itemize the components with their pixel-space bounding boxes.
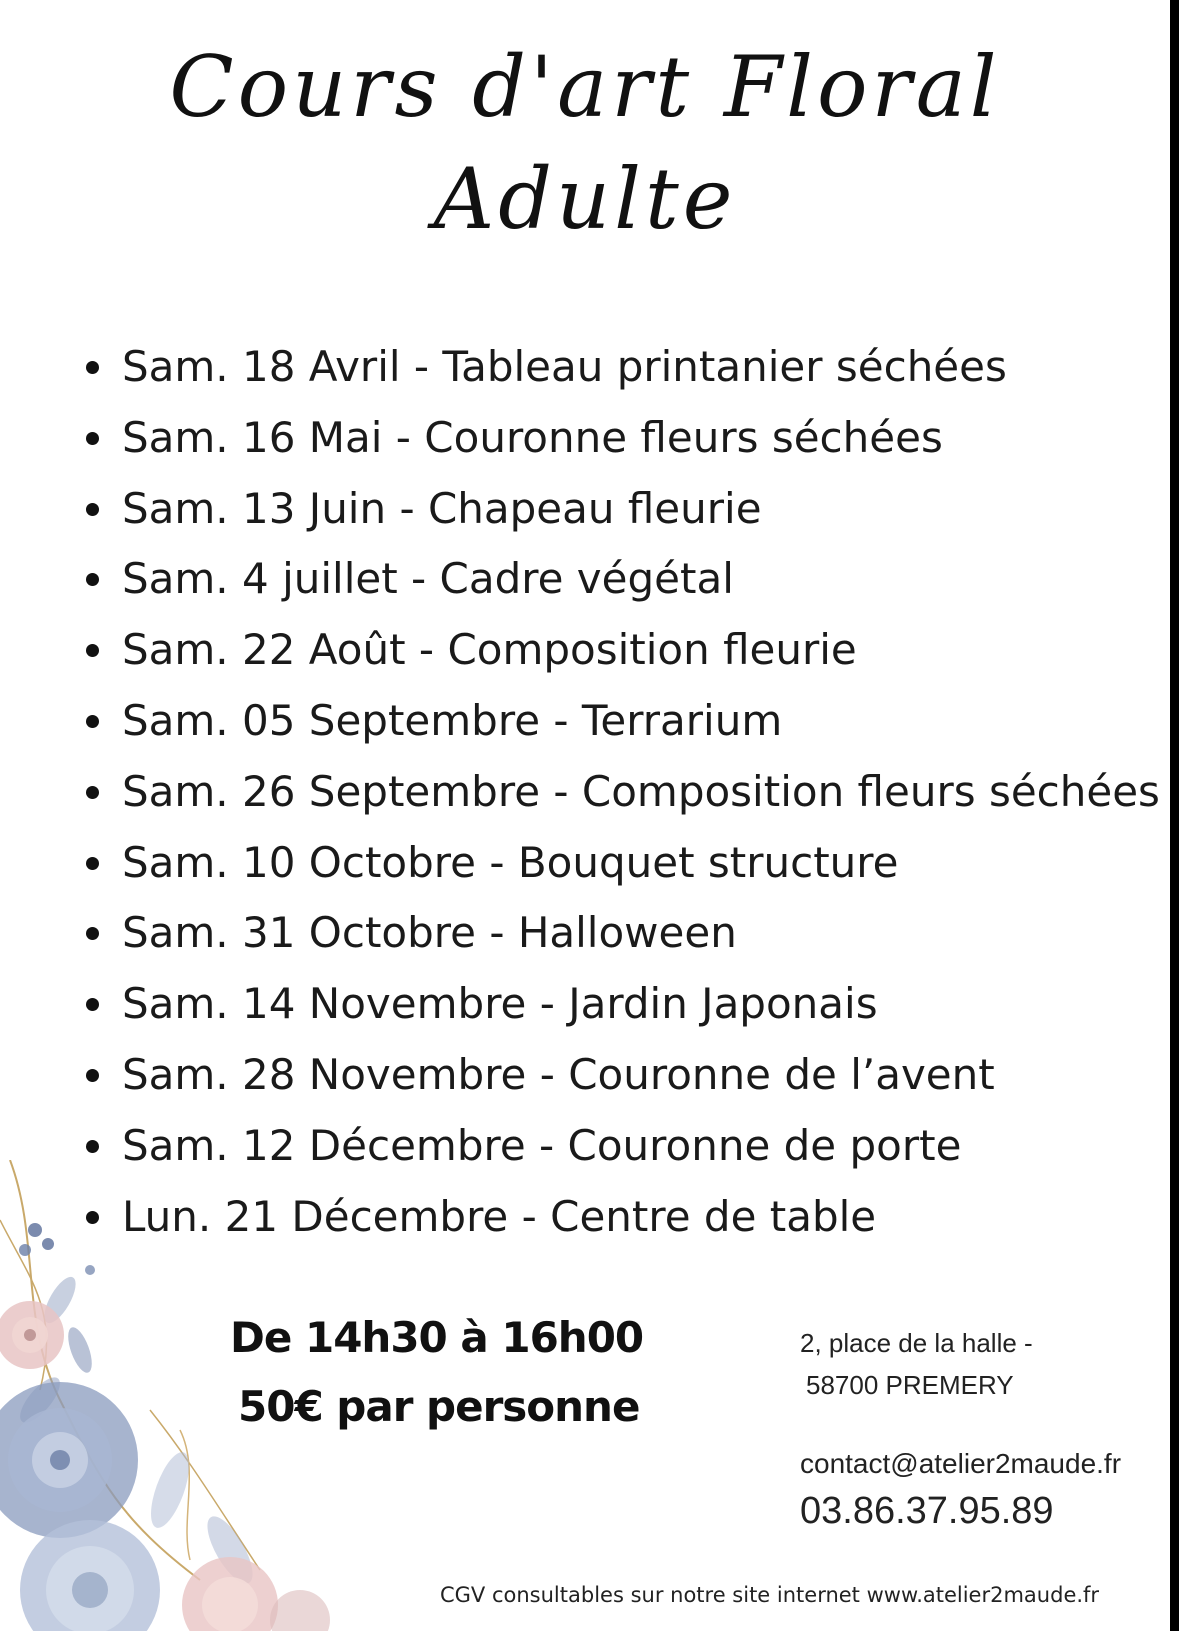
session-text: Sam. 26 Septembre - Composition fleurs séchées (122, 766, 1160, 816)
bullet-icon (86, 1140, 99, 1153)
list-item (80, 904, 1160, 975)
bullet-icon (86, 857, 99, 870)
bullet-icon (86, 361, 99, 374)
list-item (80, 550, 1160, 621)
list-item (80, 409, 1160, 480)
session-text: Sam. 16 Mai - Couronne fleurs séchées (122, 412, 943, 462)
session-text: Sam. 13 Juin - Chapeau fleurie (122, 483, 762, 533)
list-item (80, 338, 1160, 409)
session-text: Sam. 05 Septembre - Terrarium (122, 695, 783, 745)
session-text: Sam. 18 Avril - Tableau printanier séchées (122, 342, 1007, 391)
session-list (80, 338, 1160, 1258)
address-line-2: 58700 PREMERY (806, 1370, 1014, 1400)
phone-number[interactable]: 03.86.37.95.89 (800, 1490, 1054, 1532)
session-text: Sam. 12 Décembre - Couronne de porte (122, 1120, 962, 1170)
list-item (80, 975, 1160, 1046)
page-edge (1170, 0, 1179, 1631)
session-text: Sam. 28 Novembre - Couronne de l’avent (122, 1049, 995, 1099)
title-line-2: Adulte (433, 150, 737, 248)
session-text: Sam. 10 Octobre - Bouquet structure (122, 837, 899, 887)
list-item (80, 834, 1160, 905)
session-text: Sam. 4 juillet - Cadre végétal (122, 554, 734, 604)
list-item (80, 480, 1160, 551)
session-text: Sam. 22 Août - Composition fleurie (122, 625, 857, 675)
bullet-icon (86, 998, 99, 1011)
hours-text: De 14h30 à 16h00 (230, 1313, 644, 1362)
session-text: Sam. 31 Octobre - Halloween (122, 908, 737, 958)
bullet-icon (86, 786, 99, 799)
session-text: Lun. 21 Décembre - Centre de table (122, 1191, 877, 1241)
bullet-icon (86, 432, 99, 445)
bullet-icon (86, 503, 99, 516)
list-item (80, 1046, 1160, 1117)
bullet-icon (86, 927, 99, 940)
title-line-1: Cours d'art Floral (169, 38, 1001, 136)
bullet-icon (86, 644, 99, 657)
session-text: Sam. 14 Novembre - Jardin Japonais (122, 979, 878, 1029)
list-item (80, 763, 1160, 834)
cgv-footer: CGV consultables sur notre site internet www.atelier2maude.fr (440, 1583, 1100, 1607)
address-line-1: 2, place de la halle - (800, 1328, 1033, 1358)
bullet-icon (86, 573, 99, 586)
bullet-icon (86, 1069, 99, 1082)
email-link[interactable]: contact@atelier2maude.fr (800, 1448, 1122, 1479)
list-item (80, 692, 1160, 763)
list-item (80, 621, 1160, 692)
bullet-icon (86, 715, 99, 728)
price-text: 50€ par personne (238, 1382, 640, 1431)
